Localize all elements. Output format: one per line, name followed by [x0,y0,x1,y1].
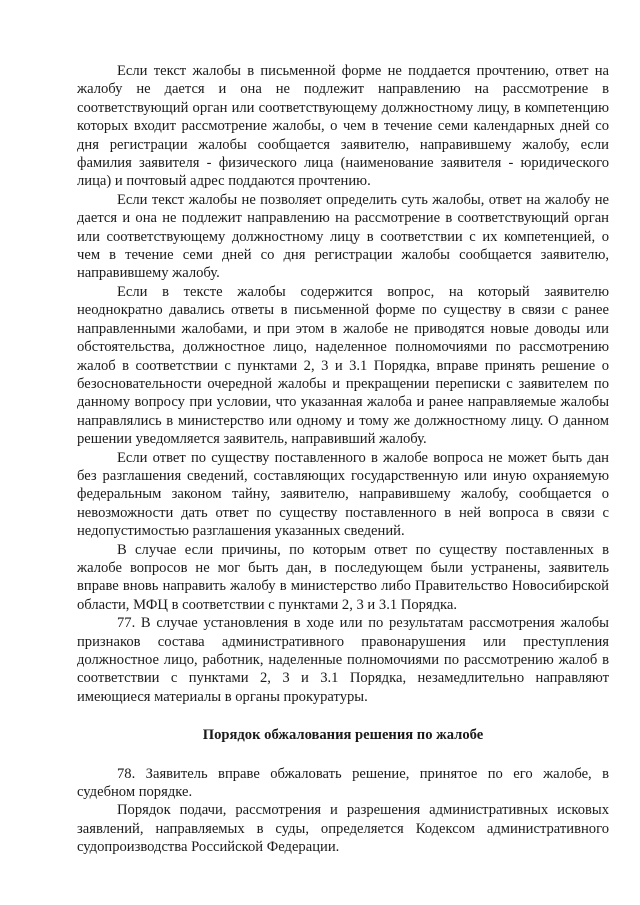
paragraph-court-procedure: Порядок подачи, рассмотрения и разрешения административных исковых заявлений, направляемых в суды, определяется Кодексом административного судопроизводства Российской Федерации. [77,802,609,856]
paragraph-item-77: 77. В случае установления в ходе или по результатам рассмотрения жалобы признаков состава административного правонарушения или преступления должностное лицо, работник, наделенные полномочиями по рассмотрению жалоб в соответствии с пунктами 2, 3 и 3.1 Порядка, незамедлительно направляют имеющиеся материалы в органы прокуратуры. [77,615,609,705]
paragraph-repeated-question: Если в тексте жалобы содержится вопрос, на который заявителю неоднократно давались ответы в письменной форме по существу в связи с ранее направленными жалобами, и при этом в жалобе не приводятся новые доводы или обстоятельства, должностное лицо, наделенное полномочиями по рассмотрению жалоб в соответствии с пунктами 2, 3 и 3.1 Порядка, вправе принять решение о безосновательности очередной жалобы и прекращении переписки с заявителем по данному вопросу при условии, что указанная жалоба и ранее направляемые жалобы направлялись в министерство или одному и тому же должностному лицу. О данном решении уведомляется заявитель, направивший жалобу. [77,283,609,448]
paragraph-secret-information: Если ответ по существу поставленного в жалобе вопроса не может быть дан без разглашения сведений, составляющих государственную или иную охраняемую федеральным законом тайну, заявителю, направившему жалобу, сообщается о невозможности дать ответ по существу поставленного в ней вопроса в связи с недопустимостью разглашения указанных сведений. [77,449,609,540]
paragraph-reasons-eliminated: В случае если причины, по которым ответ по существу поставленных в жалобе вопросов не мог быть дан, в последующем были устранены, заявитель вправе вновь направить жалобу в министерство либо Правительство Новосибирской области, МФЦ в соответствии с пунктами 2, 3 и 3.1 Порядка. [77,541,609,613]
section-heading: Порядок обжалования решения по жалобе [202,727,484,744]
document-page [77,62,609,857]
paragraph-unreadable-complaint: Если текст жалобы в письменной форме не поддается прочтению, ответ на жалобу не дается и она не подлежит направлению на рассмотрение в соответствующий орган или соответствующему должностному лицу, в компетенцию которых входит рассмотрение жалобы, о чем в течение семи календарных дней со дня регистрации жалобы сообщается заявителю, направившему жалобу, если фамилия заявителя - физического лица (наименование заявителя - юридического лица) и почтовый адрес поддаются прочтению. [77,63,609,190]
paragraph-item-78: 78. Заявитель вправе обжаловать решение, принятое по его жалобе, в судебном порядке. [77,765,609,801]
paragraph-undefined-essence: Если текст жалобы не позволяет определить суть жалобы, ответ на жалобу не дается и она не подлежит направлению на рассмотрение в соответствующий орган или соответствующему должностному лицу в соответствии с их компетенцией, о чем в течение семи дней со дня регистрации жалобы сообщается заявителю, направившему жалобу. [77,191,609,282]
